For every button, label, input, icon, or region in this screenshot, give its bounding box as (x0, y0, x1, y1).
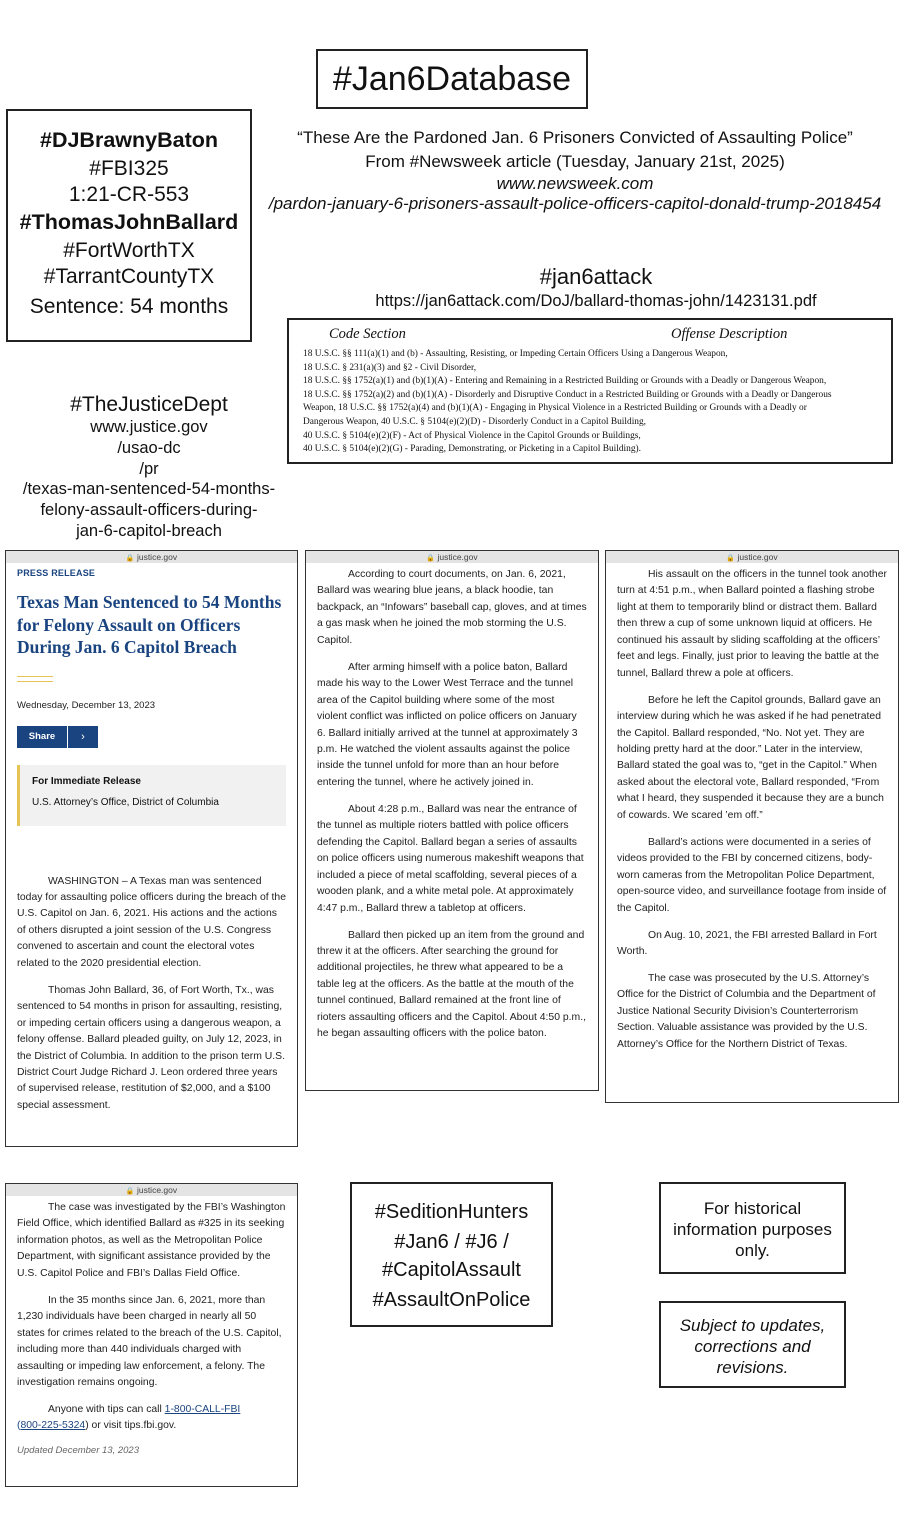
offense-description-header: Offense Description (671, 326, 788, 342)
release-title: For Immediate Release (32, 775, 141, 787)
newsweek-url-path: /pardon-january-6-prisoners-assault-police-officers-capitol-donald-trump-2018454 (268, 194, 882, 213)
justice-url-line: www.justice.gov (90, 418, 208, 436)
paragraph: On Aug. 10, 2021, the FBI arrested Ballard in Fort Worth. (617, 929, 877, 958)
paragraph: WASHINGTON – A Texas man was sentenced today for assaulting police officers during the breach of the U.S. Capitol on Jan. 6, 2021. His actions and the actions of others disrupted a joint session of the U.S. Congress convened to ascertain and count the electoral votes related to the 2020 presidential election. (17, 875, 286, 969)
lock-icon: 🔒 (426, 555, 436, 562)
paragraph: His assault on the officers in the tunnel took another turn at 4:51 p.m., when Ballard pointed a flashing strobe light at them to temporarily blind or distract them. Ballard then threw a cup of some unknown liquid at officers. He continued his assault by sliding scaffolding at the officers’ feet and legs. Finally, just prior to leaving the battle at the tunnel, Ballard threw a pole at officers. (617, 569, 887, 679)
article-body (606, 567, 898, 1053)
jan6attack-tag: #jan6attack (539, 264, 653, 289)
code-row: Dangerous Weapon, 40 U.S.C. § 5104(e)(2)(D) - Disorderly Conduct in a Capitol Building, (303, 416, 647, 427)
paragraph: The case was prosecuted by the U.S. Attorney’s Office for the District of Columbia and the Department of Justice National Security Division’s Counterterrorism Section. Valuable assistance was provided by the U.S. Attorney’s Office for the Northern District of Texas. (617, 972, 876, 1050)
code-row: 40 U.S.C. § 5104(e)(2)(F) - Act of Physical Violence in the Capitol Grounds or Buildings, (303, 430, 641, 441)
lock-icon: 🔒 (726, 555, 736, 562)
case-number: 1:21-CR-553 (68, 182, 190, 206)
paragraph: Ballard then picked up an item from the ground and threw it at the officers. After searching the ground for additional projectiles, he threw what appeared to be a table leg at the officers. As the battle at the mouth of the tunnel continued, Ballard remained at the front line of rioters assaulting officers and the Capitol. About 4:50 p.m., he began assaulting officers with the police baton. (317, 929, 586, 1040)
share-label: Share (17, 726, 67, 748)
code-section-table (287, 318, 893, 464)
updates-disclaimer: Subject to updates, corrections and revisions. (659, 1301, 846, 1388)
code-row: 18 U.S.C. §§ 1752(a)(2) and (b)(1)(A) - Disorderly and Disruptive Conduct in a Restricted Building or Grounds with a Deadly or Dangerous (303, 389, 832, 400)
newsweek-source: From #Newsweek article (Tuesday, January 21st, 2025) (365, 152, 785, 171)
hashtag-line: #CapitolAssault (382, 1259, 521, 1281)
code-row: 18 U.S.C. §§ 111(a)(1) and (b) - Assaulting, Resisting, or Impeding Certain Officers Using a Dangerous Weapon, (303, 349, 728, 359)
release-office: U.S. Attorney’s Office, District of Columbia (32, 796, 219, 808)
browser-address-bar: 🔒 justice.gov (6, 551, 297, 563)
code-row: 18 U.S.C. § 231(a)(3) and §2 - Civil Disorder, (303, 362, 477, 373)
sentence-text: Sentence: 54 months (29, 295, 229, 318)
immediate-release-box (17, 765, 286, 826)
county-tag: #TarrantCountyTX (43, 264, 215, 288)
tips-paragraph: Anyone with tips can call 1-800-CALL-FBI (800-225-5324) or visit tips.fbi.gov. (17, 1403, 241, 1432)
paragraph: After arming himself with a police baton, Ballard made his way to the Lower West Terrace and the tunnel area of the Capitol building where some of the most violent conflict was inflicted on police officers on January 6. Ballard initially arrived at the tunnel at approximately 3 p.m. He watched the violent assaults against the police inside the tunnel unfold for more than an hour before entering the tunnel, where he actively joined in. (317, 661, 578, 788)
article-body (6, 1200, 297, 1435)
press-release-panel-3 (605, 550, 899, 1103)
suspect-info-box (6, 109, 252, 342)
justice-tag: #TheJusticeDept (70, 393, 228, 416)
paragraph: Thomas John Ballard, 36, of Fort Worth, Tx., was sentenced to 54 months in prison for assaulting, resisting, or impeding certain officers using a dangerous weapon, a felony offense. Ballard pleaded guilty, on July 12, 2023, in the District of Columbia. In addition to the prison term U.S. District Court Judge Richard J. Leon ordered three years of supervised release, restitution of $2,000, and a $100 special assessment. (17, 984, 285, 1111)
code-row: 40 U.S.C. § 5104(e)(2)(G) - Parading, Demonstrating, or Picketing in a Capitol Building). (303, 444, 641, 455)
justice-url-line: jan-6-capitol-breach (76, 521, 222, 540)
hashtags-box (350, 1182, 553, 1327)
fbi-tag: #FBI325 (89, 157, 169, 180)
hashtag-line: #AssaultOnPolice (372, 1289, 531, 1311)
press-release-panel-1 (5, 550, 298, 1147)
hashtag-line: #SeditionHunters (374, 1201, 529, 1223)
browser-address-bar: 🔒 justice.gov (306, 551, 598, 563)
article-body (306, 567, 598, 1043)
paragraph: The case was investigated by the FBI’s Washington Field Office, which identified Ballard as #325 in its seeking information photos, as well as the Metropolitan Police Department, with significant assistance provided by the U.S. Capitol Police and FBI’s Dallas Field Office. (17, 1202, 286, 1279)
paren-open: ( (17, 1420, 21, 1432)
lock-icon: 🔒 (125, 1188, 135, 1195)
code-section-header: Code Section (329, 326, 406, 342)
paragraph: About 4:28 p.m., Ballard was near the entrance of the tunnel as multiple rioters battled with police officers defending the Capitol. Ballard began a series of assaults on police officers using numerous makeshift weapons that included a piece of metal scaffolding, several pieces of a wooden plank, and a white metal pole. At approximately 4:47 p.m., Ballard threw a tabletop at officers. (317, 803, 584, 914)
paragraph: In the 35 months since Jan. 6, 2021, more than 1,230 individuals have been charged in nearly all 50 states for crimes related to the breach of the U.S. Capitol, including more than 440 individuals charged with assaulting or impeding law enforcement, a felony. The investigation remains ongoing. (17, 1294, 282, 1389)
share-button[interactable] (17, 726, 98, 748)
lock-icon: 🔒 (125, 555, 135, 562)
browser-address-bar: 🔒 justice.gov (606, 551, 898, 563)
code-row: 18 U.S.C. §§ 1752(a)(1) and (b)(1)(A) - Entering and Remaining in a Restricted Building or Grounds with a Deadly or Dangerous Weapon, (303, 376, 827, 387)
press-release-date: Wednesday, December 13, 2023 (17, 699, 156, 711)
paragraph: Before he left the Capitol grounds, Ballard gave an interview during which he was asked if he had penetrated the Capitol. Ballard responded, “No. Not yet. They are holding pretty hard at the door.” Later in the interview, Ballard stated the goal was to, “get in the Capitol.” When asked about the electoral vote, Ballard responded, “From what I heard, they suspended it because they are a bunch of cowards. We scared ’em off.” (617, 694, 884, 821)
press-release-label: PRESS RELEASE (17, 568, 96, 578)
newsweek-headline: “These Are the Pardoned Jan. 6 Prisoners Convicted of Assaulting Police” (297, 128, 853, 147)
handle-tag: #DJBrawnyBaton (39, 128, 218, 152)
jan6attack-url: https://jan6attack.com/DoJ/ballard-thomas-john/1423131.pdf (375, 292, 817, 310)
chevron-right-icon: › (68, 726, 98, 748)
justice-url-line: /texas-man-sentenced-54-months- (22, 480, 276, 499)
article-body (6, 874, 297, 1115)
updated-date: Updated December 13, 2023 (17, 1445, 139, 1457)
hashtag-line: #Jan6 / #J6 / (394, 1231, 509, 1253)
newsweek-url-domain: www.newsweek.com (496, 174, 654, 193)
justice-url-line: /pr (139, 459, 159, 478)
justice-url-line: /usao-dc (117, 438, 181, 457)
name-tag: #ThomasJohnBallard (19, 210, 239, 234)
browser-address-bar: 🔒 justice.gov (6, 1184, 297, 1196)
press-release-panel-2 (305, 550, 599, 1091)
tips-number-link[interactable]: 800-225-5324 (20, 1420, 86, 1432)
newsweek-reference (250, 126, 900, 214)
tips-phone-link[interactable]: 1-800-CALL-FBI (164, 1403, 241, 1415)
justice-url-line: felony-assault-officers-during- (40, 501, 258, 520)
press-release-panel-4 (5, 1183, 298, 1487)
press-release-headline: Texas Man Sentenced to 54 Months for Felony Assault on Officers During Jan. 6 Capitol Breach (17, 592, 282, 657)
historical-disclaimer: For historical information purposes only. (659, 1182, 846, 1274)
city-tag: #FortWorthTX (63, 239, 195, 262)
page-title: #Jan6Database (316, 49, 588, 109)
justice-dept-reference (4, 392, 294, 542)
paragraph: Ballard’s actions were documented in a series of videos provided to the FBI by concerned citizens, body-worn cameras from the Metropolitan Police Department, open-source video, and surveillance footage from inside of the Capitol. (617, 836, 887, 914)
jan6attack-reference (296, 264, 896, 312)
code-row: Weapon, 18 U.S.C. §§ 1752(a)(4) and (b)(1)(A) - Engaging in Physical Violence in a Restricted Building or Grounds with a Deadly or (303, 403, 807, 414)
paragraph: According to court documents, on Jan. 6, 2021, Ballard was wearing blue jeans, a black hoodie, tan backpack, an “Infowars” baseball cap, gloves, and at times a gas mask when he joined the mob storming the U.S. Capitol. (317, 569, 587, 646)
